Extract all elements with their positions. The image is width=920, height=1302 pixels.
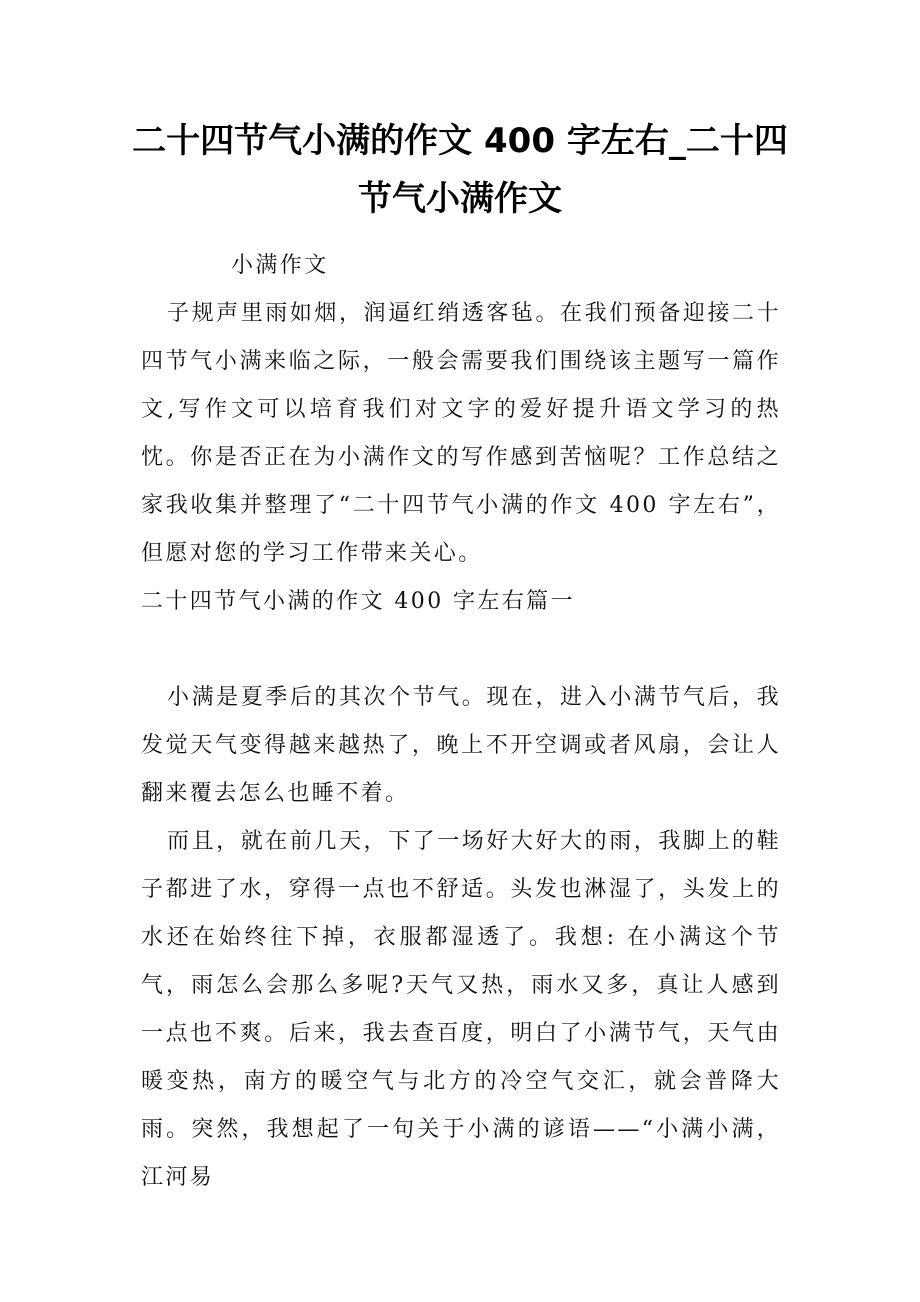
intro-paragraph: 子规声里雨如烟，润逼红绡透客毡。在我们预备迎接二十四节气小满来临之际，一般会需要我们围绕该主题写一篇作文,写作文可以培育我们对文字的爱好提升语文学习的热忱。你是否正在为小满作文的写作感到苦恼呢？工作总结之家我收集并整理了“二十四节气小满的作文 400 字左右”，但愿对您的学习工作带来关心。 bbox=[141, 301, 781, 566]
section-heading: 二十四节气小满的作文 400 字左右篇一 bbox=[141, 589, 575, 614]
body-paragraph: 而且，就在前几天，下了一场好大好大的雨，我脚上的鞋子都进了水，穿得一点也不舒适。头发也淋湿了，头发上的水还在始终往下掉，衣服都湿透了。我想: 在小满这个节气，雨怎么会那么多呢?天气又热，雨水又多，真让人感到一点也不爽。后来，我去查百度，明白了小满节气，天气由暖变热，南方的暖空气与北方的冷空气交汇，就会普降大雨。突然，我想起了一句关于小满的谚语——“小满小满，江河易 bbox=[141, 829, 781, 1190]
document-subtitle: 小满作文 bbox=[231, 253, 329, 278]
document-title: 二十四节气小满的作文 400 字左右_二十四节气小满作文 bbox=[132, 121, 788, 219]
body-paragraph: 小满是夏季后的其次个节气。现在，进入小满节气后，我发觉天气变得越来越热了，晚上不开空调或者风扇，会让人翻来覆去怎么也睡不着。 bbox=[141, 685, 781, 806]
